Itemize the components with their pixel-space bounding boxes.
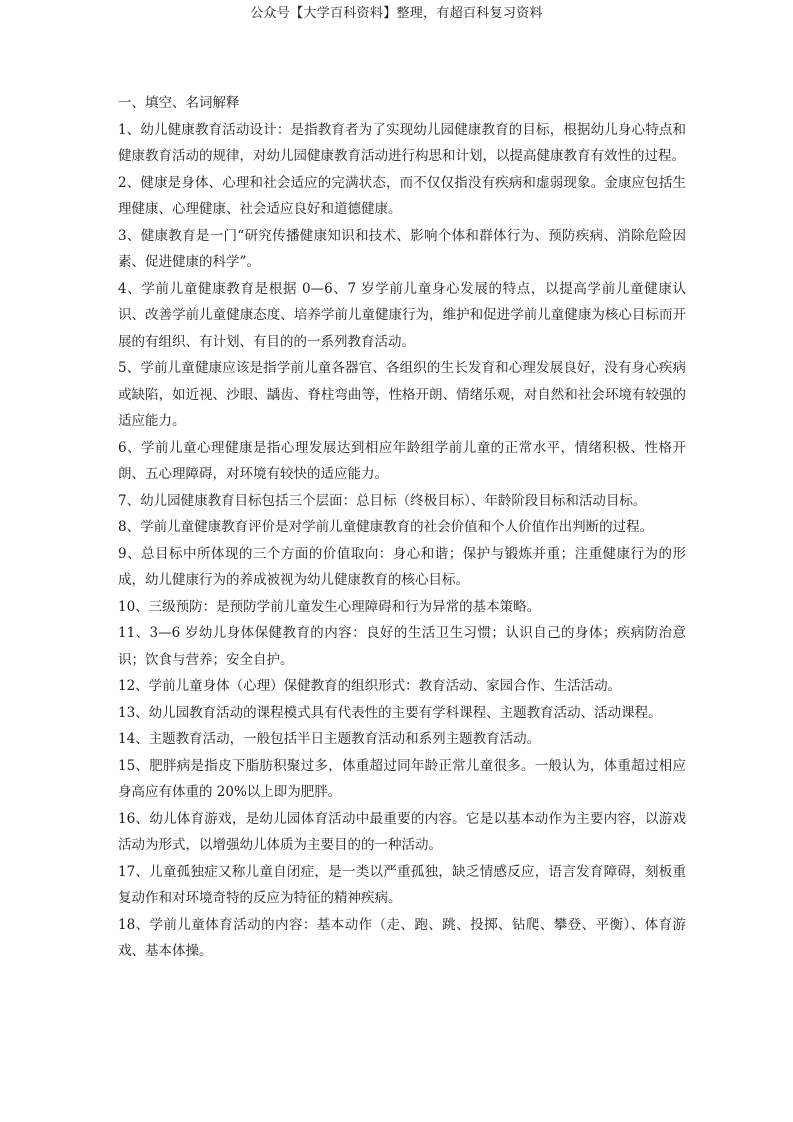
list-item-9: 9、总目标中所体现的三个方面的价值取向：身心和谐；保护与锻炼并重；注重健康行为的形成，幼儿健康行为的养成被视为幼儿健康教育的核心目标。: [118, 545, 686, 588]
list-item-16: 16、幼儿体育游戏，是幼儿园体育活动中最重要的内容。它是以基本动作为主要内容，以游戏活动为形式，以增强幼儿体质为主要目的的一种活动。: [118, 810, 686, 853]
list-item-15: 15、肥胖病是指皮下脂肪积聚过多，体重超过同年龄正常儿童很多。一般认为，体重超过相应身高应有体重的 20%以上即为肥胖。: [118, 757, 686, 800]
list-item-18: 18、学前儿童体育活动的内容：基本动作（走、跑、跳、投掷、钻爬、攀登、平衡）、体育游戏、基本体操。: [118, 916, 686, 959]
list-item-6: 6、学前儿童心理健康是指心理发展达到相应年龄组学前儿童的正常水平，情绪积极、性格开朗、五心理障碍，对环境有较快的适应能力。: [118, 439, 686, 482]
list-item-3: 3、健康教育是一门“研究传播健康知识和技术、影响个体和群体行为、预防疾病、消除危险因素、促进健康的科学”。: [118, 227, 686, 270]
list-item-10: 10、三级预防：是预防学前儿童发生心理障碍和行为异常的基本策略。: [118, 598, 541, 615]
list-item-5: 5、学前儿童健康应该是指学前儿童各器官、各组织的生长发育和心理发展良好，没有身心疾病或缺陷，如近视、沙眼、龋齿、脊柱弯曲等，性格开朗、情绪乐观，对自然和社会环境有较强的适应能力。: [118, 360, 686, 429]
section-heading: 一、填空、名词解释: [118, 95, 240, 111]
list-item-8: 8、学前儿童健康教育评价是对学前儿童健康教育的社会价值和个人价值作出判断的过程。: [118, 519, 654, 535]
list-item-17: 17、儿童孤独症又称儿童自闭症，是一类以严重孤独，缺乏情感反应，语言发育障碍，刻板重复动作和对环境奇特的反应为特征的精神疾病。: [118, 863, 686, 906]
list-item-11: 11、3—6 岁幼儿身体保健教育的内容：良好的生活卫生习惯；认识自己的身体；疾病防治意识；饮食与营养；安全自护。: [118, 625, 686, 668]
document-body: [118, 90, 686, 965]
page-header: 公众号【大学百科资料】整理，有超百科复习资料: [250, 6, 543, 21]
list-item-7: 7、幼儿园健康教育目标包括三个层面：总目标（终极目标）、年龄阶段目标和活动目标。: [118, 492, 647, 509]
list-item-2: 2、健康是身体、心理和社会适应的完满状态，而不仅仅指没有疾病和虚弱现象。金康应包括生理健康、心理健康、社会适应良好和道德健康。: [118, 174, 686, 217]
list-item-1: 1、幼儿健康教育活动设计：是指教育者为了实现幼儿园健康教育的目标，根据幼儿身心特点和健康教育活动的规律，对幼儿园健康教育活动进行构思和计划，以提高健康教育有效性的过程。: [118, 121, 686, 164]
list-item-14: 14、主题教育活动，一般包括半日主题教育活动和系列主题教育活动。: [118, 731, 541, 747]
list-item-13: 13、幼儿园教育活动的课程模式具有代表性的主要有学科课程、主题教育活动、活动课程。: [118, 704, 662, 721]
list-item-12: 12、学前儿童身体（心理）保健教育的组织形式：教育活动、家园合作、生活活动。: [118, 678, 622, 694]
list-item-4: 4、学前儿童健康教育是根据 0—6、7 岁学前儿童身心发展的特点，以提高学前儿童健康认识、改善学前儿童健康态度、培养学前儿童健康行为，维护和促进学前儿童健康为核心目标而开展的有组织、有计划、有目的的一系列教育活动。: [118, 280, 686, 350]
